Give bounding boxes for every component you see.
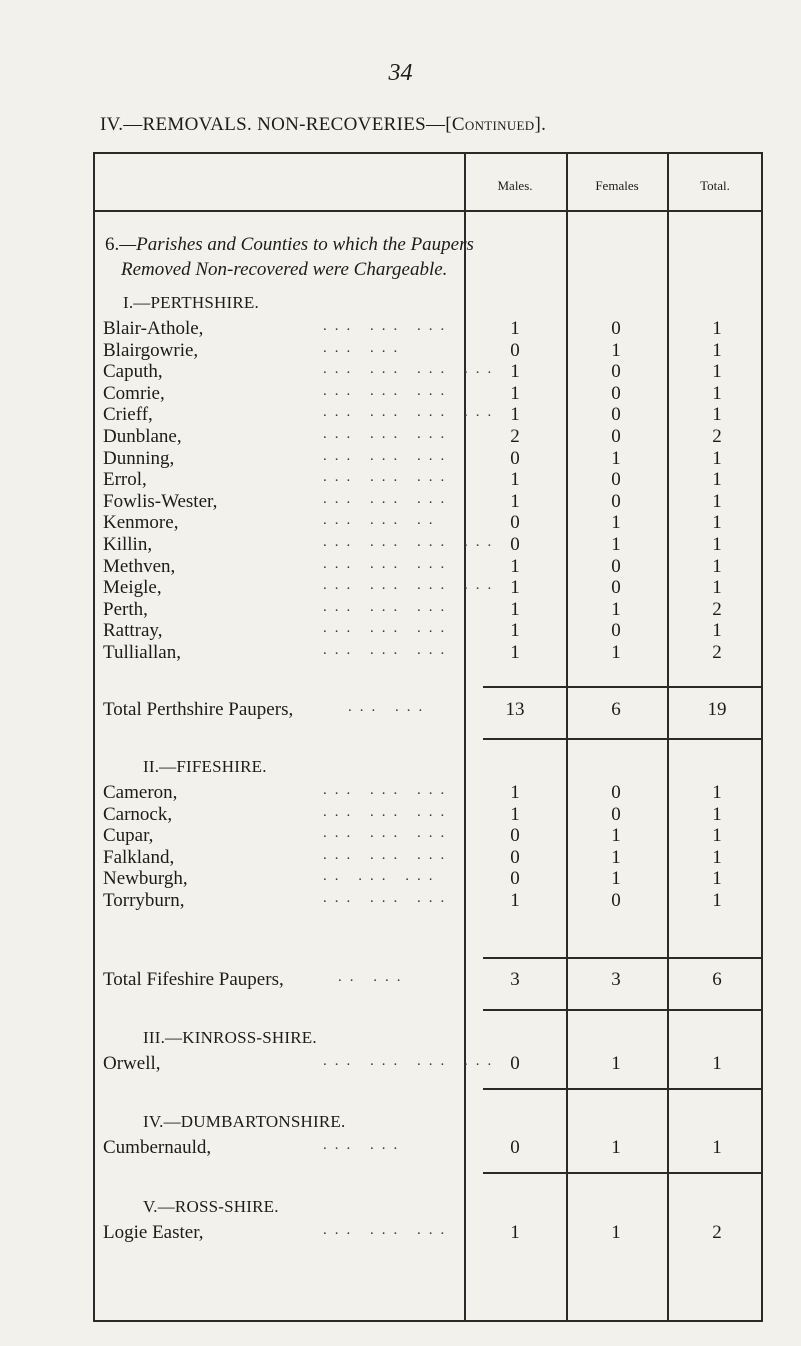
males-count: 1: [510, 490, 520, 512]
table-row: [93, 782, 763, 806]
table-row: [93, 448, 763, 472]
females-count: 1: [611, 1137, 621, 1158]
parish-name: Logie Easter,: [103, 1222, 204, 1243]
table-row: [93, 556, 763, 580]
table-row: [93, 340, 763, 364]
females-count: 0: [611, 620, 621, 642]
females-total: 6: [611, 699, 621, 720]
males-count: 1: [510, 577, 520, 599]
perthshire-total-row: [93, 699, 763, 723]
parish-name: Blairgowrie,: [103, 339, 199, 361]
perthshire-section-rule: [483, 738, 761, 740]
total-count: 1: [712, 890, 722, 911]
table-row: [93, 825, 763, 849]
column-header-males: Males.: [497, 178, 533, 193]
total-count: 1: [712, 382, 722, 404]
females-count: 0: [611, 361, 621, 383]
header-title: IV.—REMOVALS. NON-RECOVERIES—[: [100, 114, 452, 135]
leader-dots: ... ... ..: [323, 512, 441, 529]
total-label: Total Perthshire Paupers,: [103, 699, 294, 720]
parish-name: Meigle,: [103, 577, 162, 599]
page-header: [100, 114, 720, 136]
males-count: 1: [510, 555, 520, 577]
section-title-line2: Removed Non-recovered were Chargeable.: [121, 259, 448, 280]
county-heading-kinross: III.—KINROSS-SHIRE.: [143, 1028, 317, 1047]
section-title: [105, 232, 474, 282]
total-count: 2: [712, 642, 722, 663]
table-row: [93, 599, 763, 623]
females-count: 1: [611, 825, 621, 847]
table-row: [93, 847, 763, 871]
females-count: 0: [611, 382, 621, 404]
females-count: 1: [611, 534, 621, 555]
table-row: [93, 404, 763, 428]
leader-dots: ... ... ...: [323, 620, 453, 637]
parish-name: Perth,: [103, 598, 148, 620]
table-row: [93, 620, 763, 644]
table-row: [93, 361, 763, 385]
males-total: 3: [510, 969, 520, 990]
leader-dots: ... ... ... ...: [323, 361, 500, 378]
leader-dots: ... ... ...: [323, 598, 453, 615]
table-row: [93, 318, 763, 342]
females-count: 1: [611, 642, 621, 663]
females-count: 1: [611, 512, 621, 534]
males-count: 0: [510, 1137, 520, 1158]
males-count: 1: [510, 620, 520, 642]
males-count: 0: [510, 339, 520, 361]
females-count: 0: [611, 404, 621, 426]
table-row: [93, 577, 763, 601]
leader-dots: ... ... ...: [323, 1222, 453, 1238]
parish-name: Killin,: [103, 534, 153, 555]
table-row: [93, 804, 763, 828]
grand-total: 6: [712, 969, 722, 990]
table-row: [93, 890, 763, 914]
county-heading-fifeshire: II.—FIFESHIRE.: [143, 757, 267, 776]
females-count: 0: [611, 318, 621, 339]
total-count: 1: [712, 469, 722, 491]
leader-dots: ... ...: [348, 699, 431, 715]
grand-total: 19: [707, 699, 727, 720]
parish-name: Methven,: [103, 555, 176, 577]
header-close: ].: [534, 114, 547, 135]
leader-dots: ... ... ... ...: [323, 534, 500, 550]
leader-dots: ... ... ...: [323, 846, 453, 863]
females-count: 0: [611, 890, 621, 911]
header-continued: Continued: [451, 114, 535, 135]
females-count: 0: [611, 426, 621, 447]
males-count: 0: [510, 534, 520, 555]
table-row: [93, 1053, 763, 1077]
total-count: 1: [712, 846, 722, 868]
parish-name: Cupar,: [103, 825, 154, 847]
females-count: 0: [611, 803, 621, 825]
females-count: 0: [611, 555, 621, 577]
males-count: 0: [510, 846, 520, 868]
total-count: 1: [712, 1053, 722, 1074]
total-count: 1: [712, 534, 722, 555]
total-count: 2: [712, 598, 722, 620]
males-count: 0: [510, 825, 520, 847]
males-count: 1: [510, 361, 520, 383]
males-count: 1: [510, 318, 520, 339]
males-count: 1: [510, 598, 520, 620]
total-count: 1: [712, 361, 722, 383]
leader-dots: ... ... ...: [323, 426, 453, 442]
males-count: 0: [510, 1053, 520, 1074]
parish-name: Torryburn,: [103, 890, 185, 911]
total-count: 1: [712, 782, 722, 803]
total-count: 1: [712, 490, 722, 512]
males-count: 0: [510, 447, 520, 469]
leader-dots: ... ... ...: [323, 469, 453, 486]
females-count: 0: [611, 469, 621, 491]
leader-dots: ... ... ...: [323, 803, 453, 820]
males-count: 1: [510, 642, 520, 663]
fifeshire-total-rule: [483, 957, 761, 959]
leader-dots: ... ... ...: [323, 555, 453, 572]
table-row: [93, 1137, 763, 1161]
county-heading-dumbarton: IV.—DUMBARTONSHIRE.: [143, 1112, 346, 1131]
females-count: 0: [611, 577, 621, 599]
leader-dots: ... ... ...: [323, 447, 453, 464]
females-count: 1: [611, 1053, 621, 1074]
leader-dots: ... ... ...: [323, 890, 453, 906]
females-count: 1: [611, 868, 621, 890]
females-count: 1: [611, 339, 621, 361]
males-count: 1: [510, 803, 520, 825]
leader-dots: ... ... ... ...: [323, 577, 500, 594]
parish-name: Carnock,: [103, 803, 173, 825]
total-count: 2: [712, 1222, 722, 1243]
total-count: 2: [712, 426, 722, 447]
total-count: 1: [712, 339, 722, 361]
males-count: 1: [510, 382, 520, 404]
leader-dots: ... ... ...: [323, 490, 453, 507]
females-total: 3: [611, 969, 621, 990]
parish-name: Dunblane,: [103, 426, 182, 447]
parish-name: Caputh,: [103, 361, 163, 383]
parish-name: Cameron,: [103, 782, 178, 803]
parish-name: Blair-Athole,: [103, 318, 204, 339]
county-heading-perthshire: I.—PERTHSHIRE.: [123, 293, 259, 312]
table-top-rule: [93, 152, 763, 154]
header-underline: [93, 210, 763, 212]
removals-table: [93, 152, 763, 1322]
parish-name: Rattray,: [103, 620, 163, 642]
males-count: 1: [510, 1222, 520, 1243]
table-bottom-rule: [93, 1320, 763, 1322]
parish-name: Cumbernauld,: [103, 1137, 212, 1158]
table-row: [93, 426, 763, 450]
total-count: 1: [712, 620, 722, 642]
total-count: 1: [712, 447, 722, 469]
dumbarton-section-rule: [483, 1172, 761, 1174]
males-count: 1: [510, 890, 520, 911]
section-number: 6.: [105, 234, 120, 255]
column-header-total: Total.: [700, 178, 730, 193]
fifeshire-section-rule: [483, 1009, 761, 1011]
females-count: 1: [611, 598, 621, 620]
table-row: [93, 868, 763, 892]
parish-name: Tulliallan,: [103, 642, 181, 663]
females-count: 1: [611, 1222, 621, 1243]
males-count: 0: [510, 512, 520, 534]
males-count: 2: [510, 426, 520, 447]
county-heading-ross: V.—ROSS-SHIRE.: [143, 1197, 279, 1216]
total-count: 1: [712, 512, 722, 534]
parish-name: Kenmore,: [103, 512, 179, 534]
leader-dots: ... ... ...: [323, 382, 453, 399]
total-count: 1: [712, 577, 722, 599]
kinross-section-rule: [483, 1088, 761, 1090]
total-label: Total Fifeshire Paupers,: [103, 969, 284, 990]
males-count: 1: [510, 782, 520, 803]
leader-dots: ... ... ... ...: [323, 404, 500, 421]
females-count: 0: [611, 490, 621, 512]
total-count: 1: [712, 803, 722, 825]
column-header-females: Females: [595, 178, 639, 193]
leader-dots: ... ... ...: [323, 642, 453, 658]
page-number: 34: [388, 60, 413, 86]
parish-name: Dunning,: [103, 447, 175, 469]
total-count: 1: [712, 555, 722, 577]
total-count: 1: [712, 404, 722, 426]
males-count: 1: [510, 404, 520, 426]
leader-dots: ... ... ...: [323, 782, 453, 798]
parish-name: Comrie,: [103, 382, 165, 404]
leader-dots: ... ... ...: [323, 825, 453, 842]
table-row: [93, 491, 763, 515]
leader-dots: ... ... ... ...: [323, 1053, 500, 1069]
parish-name: Crieff,: [103, 404, 153, 426]
section-title-line1: —Parishes and Counties to which the Paupers: [119, 234, 474, 255]
females-count: 1: [611, 447, 621, 469]
total-count: 1: [712, 1137, 722, 1158]
leader-dots: ... ...: [323, 339, 406, 356]
leader-dots: .. ...: [338, 969, 409, 985]
parish-name: Fowlis-Wester,: [103, 490, 218, 512]
perthshire-total-rule: [483, 686, 761, 688]
leader-dots: .. ... ...: [323, 868, 441, 885]
females-count: 1: [611, 846, 621, 868]
total-count: 1: [712, 868, 722, 890]
parish-name: Newburgh,: [103, 868, 188, 890]
males-count: 1: [510, 469, 520, 491]
females-count: 0: [611, 782, 621, 803]
table-row: [93, 383, 763, 407]
table-row: [93, 512, 763, 536]
parish-name: Errol,: [103, 469, 147, 491]
fifeshire-total-row: [93, 969, 763, 993]
males-count: 0: [510, 868, 520, 890]
table-row: [93, 534, 763, 558]
total-count: 1: [712, 825, 722, 847]
parish-name: Falkland,: [103, 846, 175, 868]
table-row: [93, 1222, 763, 1246]
leader-dots: ... ... ...: [323, 318, 453, 334]
table-row: [93, 469, 763, 493]
leader-dots: ... ...: [323, 1137, 406, 1153]
parish-name: Orwell,: [103, 1053, 161, 1074]
table-row: [93, 642, 763, 666]
males-total: 13: [505, 699, 525, 720]
total-count: 1: [712, 318, 722, 339]
